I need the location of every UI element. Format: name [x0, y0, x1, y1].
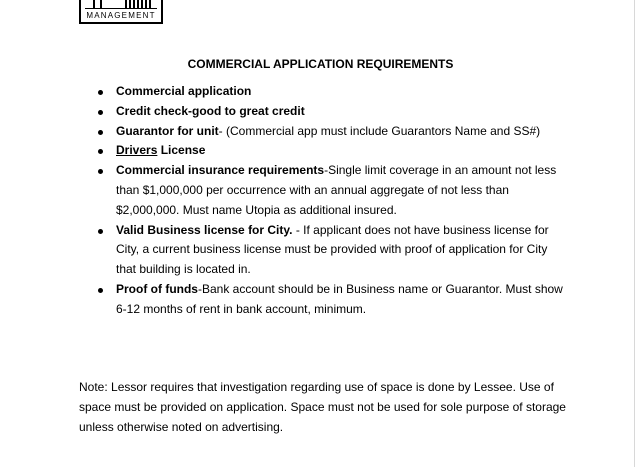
requirement-text: - If applicant does not have business license for City, a current business license must be provided with proof of application for City that building is located in.	[116, 222, 549, 277]
requirement-text: -Single limit coverage in an amount not less than $1,000,000 per occurrence with an annual aggregate of not less than $2,000,000. Must name Utopia as additional insured.	[116, 163, 557, 217]
requirement-heading: Proof of funds	[116, 281, 198, 296]
requirement-text: -Bank account should be in Business name or Guarantor. Must show 6-12 months of rent in bank account, minimum.	[116, 281, 563, 316]
list-item	[98, 82, 568, 102]
list-item	[98, 161, 568, 220]
requirement-heading-underlined: Drivers	[116, 143, 158, 158]
list-item	[98, 141, 568, 161]
requirement-heading: Commercial insurance requirements	[116, 163, 325, 178]
requirement-heading: Credit check-good to great credit	[116, 103, 305, 118]
company-logo	[79, 0, 163, 24]
requirement-text: - (Commercial app must include Guarantors Name and SS#)	[218, 123, 541, 138]
page-title: COMMERCIAL APPLICATION REQUIREMENTS	[187, 57, 454, 71]
requirement-heading: Valid Business license for City.	[116, 222, 293, 237]
logo-graphic	[85, 0, 157, 9]
note-paragraph: Note: Lessor requires that investigation regarding use of space is done by Lessee. Use of space must be provided on application. Space must not be used for sole purpose of storage unless otherwise noted on advertising.	[79, 380, 566, 434]
logo-text: MANAGEMENT	[86, 11, 156, 20]
list-item	[98, 280, 568, 320]
requirement-heading: License	[157, 143, 206, 158]
requirement-heading: Commercial application	[116, 84, 252, 98]
requirements-list	[98, 82, 568, 320]
list-item	[98, 122, 568, 142]
requirement-heading: Guarantor for unit	[116, 123, 219, 138]
list-item	[98, 221, 568, 280]
list-item	[98, 102, 568, 122]
